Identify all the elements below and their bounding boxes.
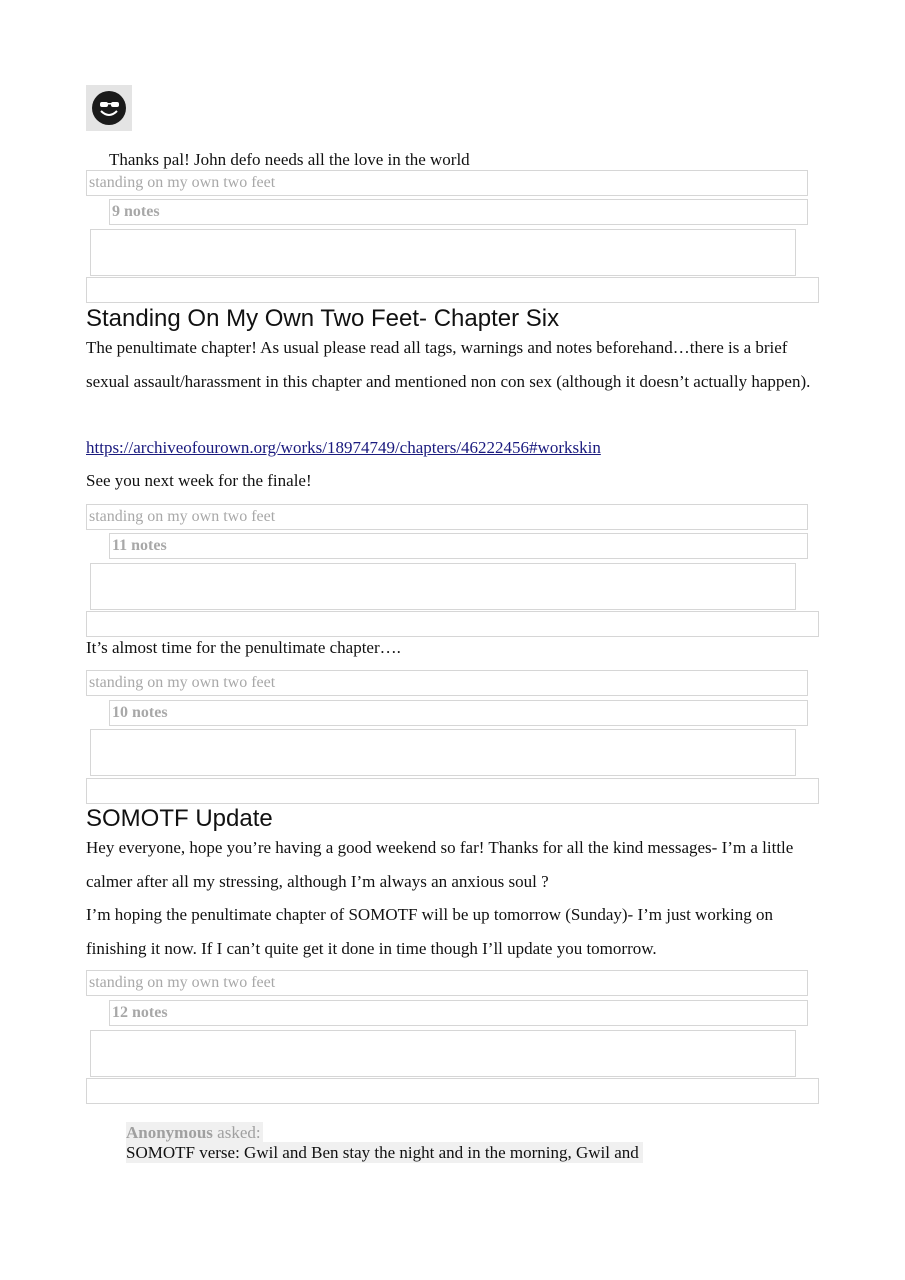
post-tag-link[interactable]: standing on my own two feet [86,970,808,996]
notes-count[interactable]: 10 notes [109,700,808,726]
post-separator-box [86,277,819,303]
post-tag-link[interactable]: standing on my own two feet [86,670,808,696]
notes-count[interactable]: 11 notes [109,533,808,559]
avatar[interactable] [86,85,132,131]
post-paragraph: Hey everyone, hope you’re having a good weekend so far! Thanks for all the kind messages- I’m a little calmer after all my stressing, although I’m always an anxious soul ? [86,838,794,891]
post-tag-link[interactable]: standing on my own two feet [86,170,808,196]
sunglasses-face-icon [86,85,132,131]
post-footer-area [90,1030,796,1077]
ask-verb: asked: [212,1123,261,1142]
post-title[interactable]: Standing On My Own Two Feet- Chapter Six [86,305,560,332]
post-footer-area [90,229,796,276]
post-footer-area [90,563,796,610]
post-tag-link[interactable]: standing on my own two feet [86,504,808,530]
notes-count[interactable]: 9 notes [109,199,808,225]
post-title[interactable]: SOMOTF Update [86,805,273,832]
post-paragraph: The penultimate chapter! As usual please read all tags, warnings and notes beforehand…there is a brief sexual assault/harassment in this chapter and mentioned non con sex (although it doesn’t actually happen). [86,338,811,391]
post-paragraph: It’s almost time for the penultimate chapter…. [86,638,401,657]
post-separator-box [86,778,819,804]
asker-name[interactable]: Anonymous [126,1123,213,1142]
post-separator-box [86,1078,819,1104]
ask-header [126,1122,263,1143]
chapter-link[interactable]: https://archiveofourown.org/works/18974749/chapters/46222456#workskin [86,438,601,457]
ask-text: SOMOTF verse: Gwil and Ben stay the night and in the morning, Gwil and [126,1142,643,1163]
post-footer-area [90,729,796,776]
notes-count[interactable]: 12 notes [109,1000,808,1026]
post-paragraph: I’m hoping the penultimate chapter of SOMOTF will be up tomorrow (Sunday)- I’m just working on finishing it now. If I can’t quite get it done in time though I’ll update you tomorrow. [86,905,773,958]
post-paragraph: See you next week for the finale! [86,471,312,490]
reply-text: Thanks pal! John defo needs all the love in the world [109,150,470,169]
